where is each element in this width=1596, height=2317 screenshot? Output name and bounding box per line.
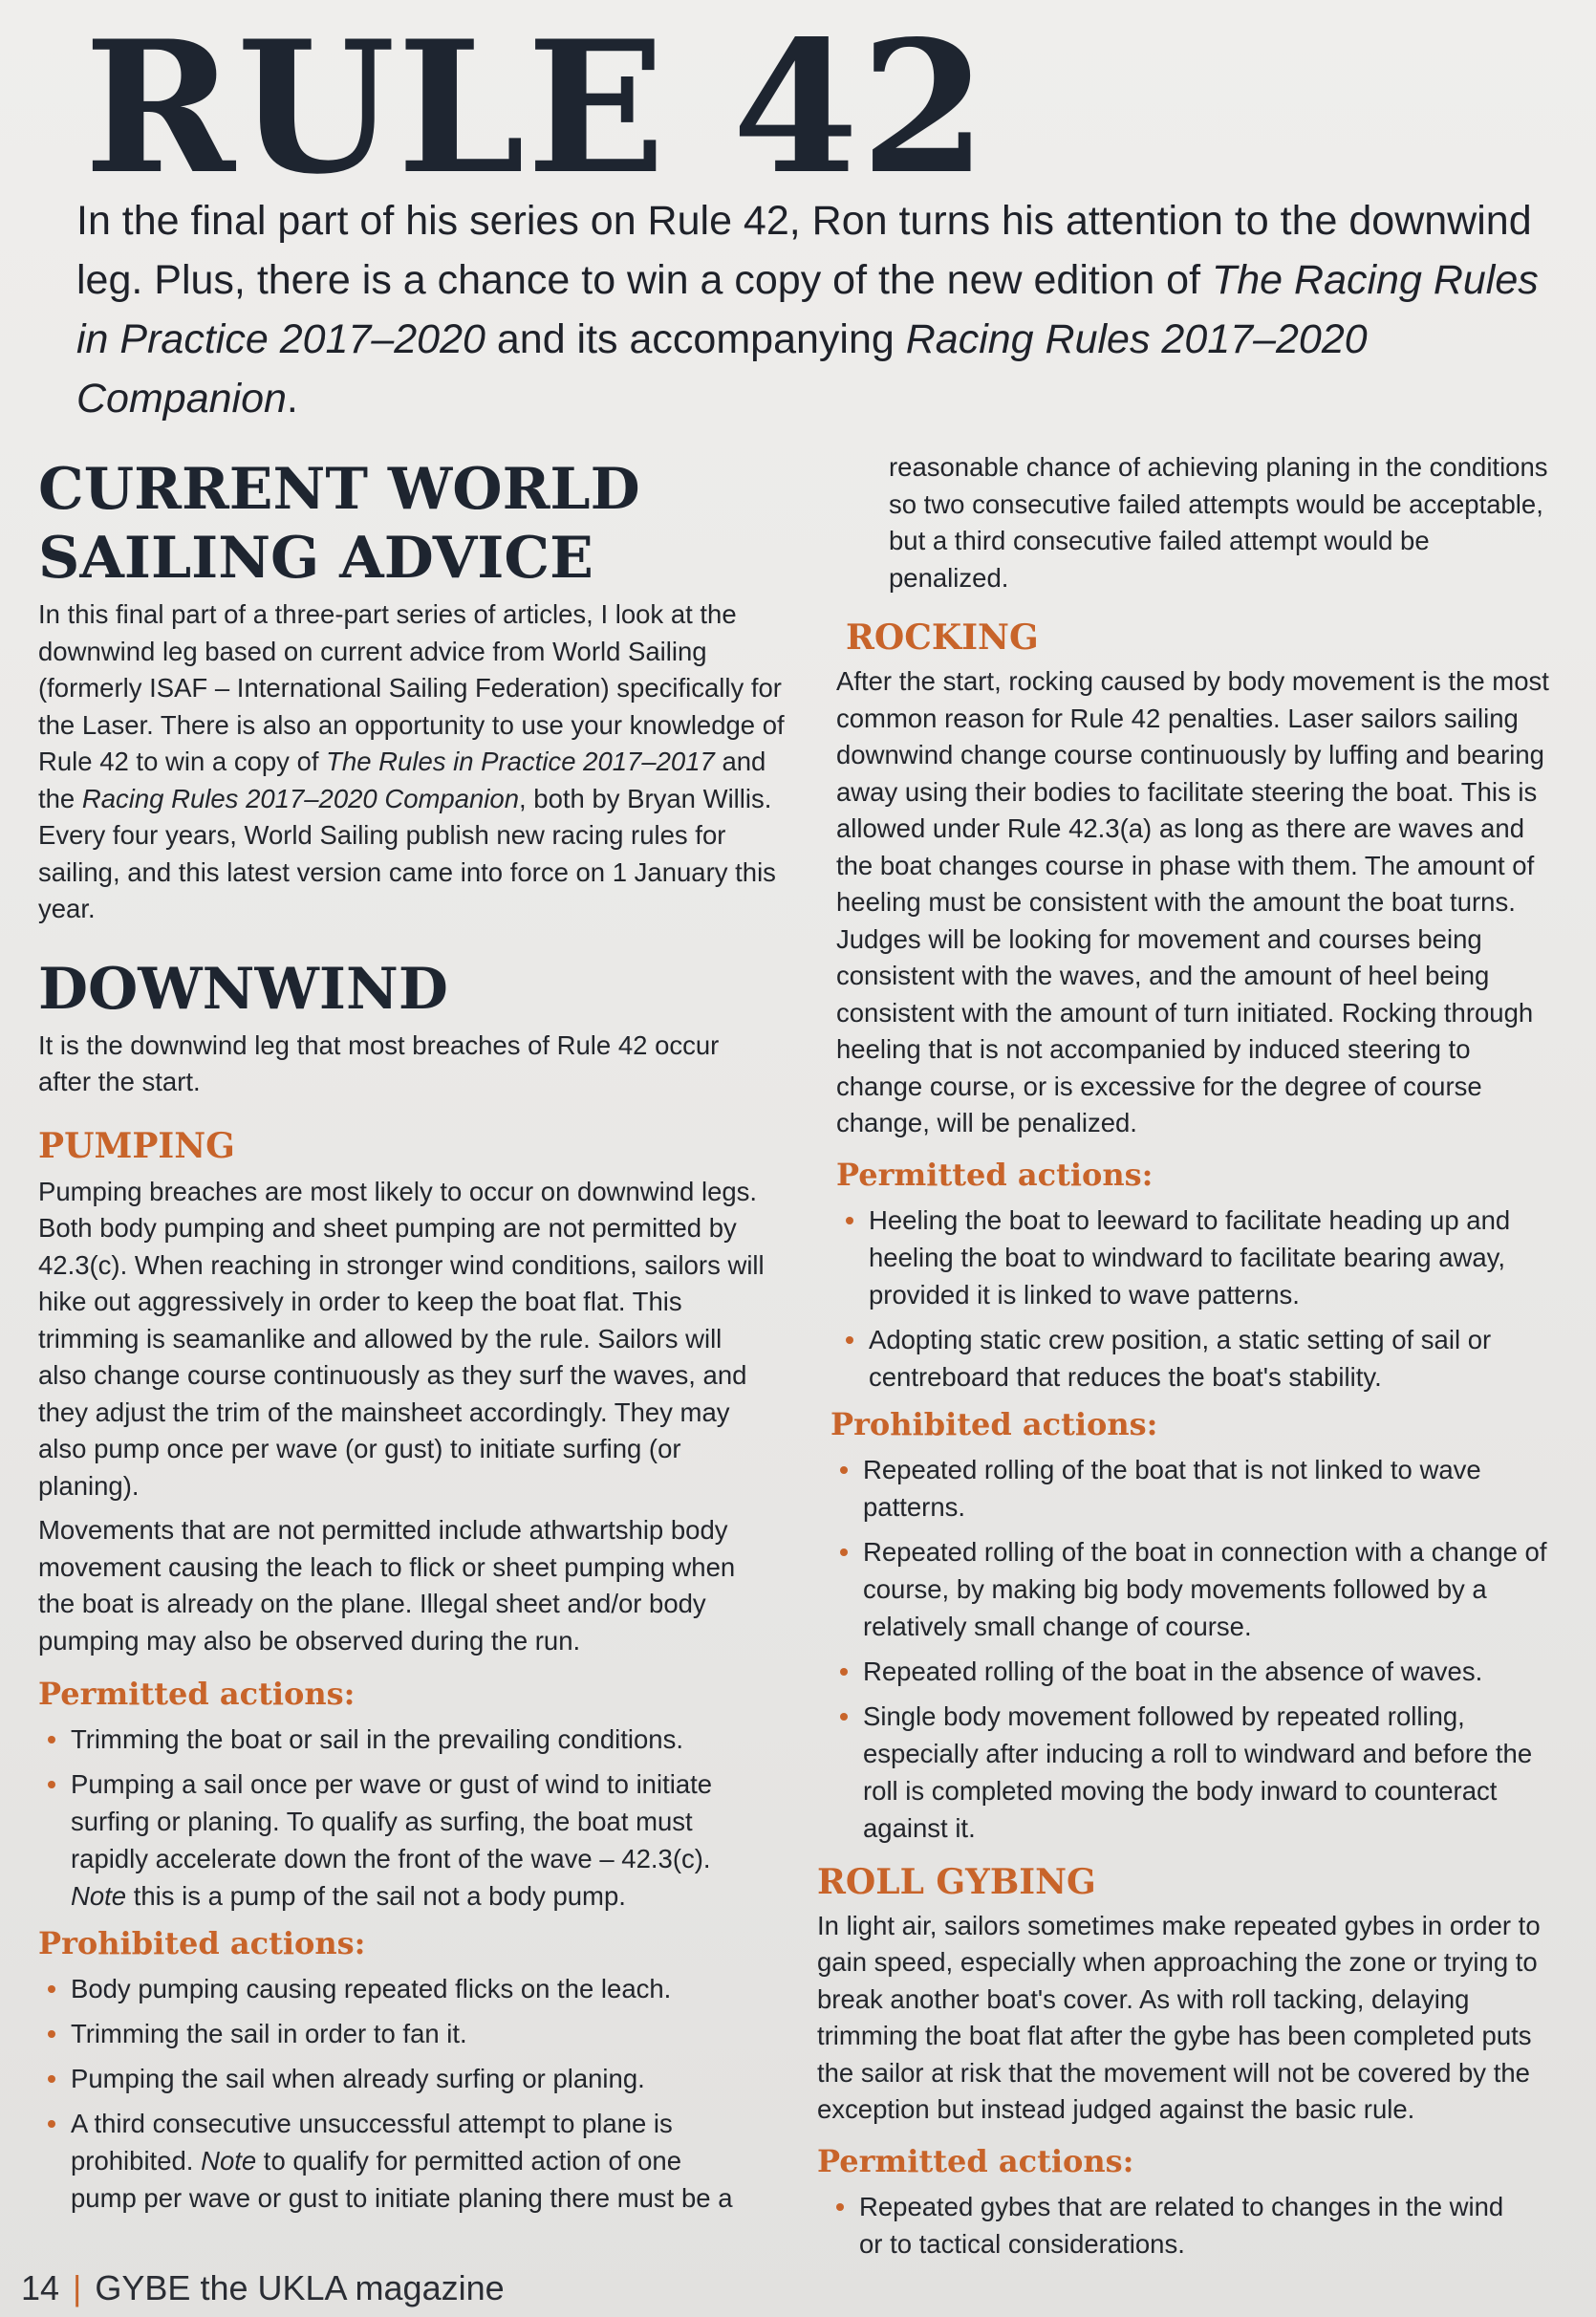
advice-paragraph	[38, 596, 793, 928]
rocking-heading: ROCKING	[846, 617, 1039, 658]
rocking-permitted-heading: Permitted actions:	[836, 1156, 1154, 1193]
continued-paragraph: reasonable chance of achieving planing in the conditions so two consecutive failed attempts would be acceptable, but a third consecutive failed attempt would be penalized.	[889, 452, 1548, 593]
rocking-permitted-list	[836, 1202, 1524, 1396]
list-item	[38, 2105, 745, 2217]
page-number: 14	[21, 2268, 60, 2307]
list-item: Single body movement followed by repeated rolling, especially after inducing a roll to windward and before the roll is completed moving the body inward to counteract against it.	[830, 1698, 1547, 1847]
roll-gybing-permitted-list	[827, 2188, 1534, 2263]
footer-separator: |	[73, 2268, 82, 2307]
list-item: Adopting static crew position, a static setting of sail or centreboard that reduces the boat's stability.	[836, 1321, 1524, 1396]
rocking-paragraph: After the start, rocking caused by body movement is the most common reason for Rule 42 penalties. Laser sailors sailing downwind change course continuously by luffing and bearing away using their bodies to facilitate steering the boat. This is allowed under Rule 42.3(a) as long as there are waves and the boat changes course in phase with them. The amount of heeling must be consistent with the amount the boat turns. Judges will be looking for movement and courses being consistent with the waves, and the amount of heel being consistent with the amount of turn initiated. Rocking through heeling that is not accompanied by induced steering to change course, or is excessive for the degree of course change, will be penalized.	[836, 666, 1549, 1137]
pumping-paragraph-2: Movements that are not permitted include athwartship body movement causing the leach to flick or sheet pumping when the boat is already on the plane. Illegal sheet and/or body pumping may also be observed during the run.	[38, 1515, 736, 1656]
pumping-paragraph-1: Pumping breaches are most likely to occur on downwind legs. Both body pumping and sheet pumping are not permitted by 42.3(c). When reaching in stronger wind conditions, sailors will hike out aggressively in order to keep the boat flat. This trimming is seamanlike and allowed by the rule. Sailors will also change course continuously as they surf the waves, and they adjust the trim of the mainsheet accordingly. They may also pump once per wave (or gust) to initiate surfing (or planing).	[38, 1176, 765, 1501]
rocking-prohibited-heading: Prohibited actions:	[830, 1405, 1158, 1442]
pumping-permitted-list	[38, 1721, 765, 1915]
list-item-note: Note	[71, 1881, 127, 1911]
list-item: Repeated gybes that are related to changes in the wind or to tactical considerations.	[827, 2188, 1534, 2263]
list-item-note: Note	[201, 2146, 257, 2176]
advice-heading: CURRENT WORLD SAILING ADVICE	[38, 456, 640, 592]
list-item: Trimming the boat or sail in the prevailing conditions.	[38, 1721, 765, 1758]
intro-book-title: Racing Rules 2017–2020 Companion	[76, 316, 1368, 422]
downwind-heading: DOWNWIND	[38, 955, 448, 1023]
list-item: Trimming the sail in order to fan it.	[38, 2015, 745, 2052]
list-item-text: A third consecutive unsuccessful attempt to plane is prohibited.	[71, 2109, 673, 2176]
list-item: Body pumping causing repeated flicks on the leach.	[38, 1970, 745, 2007]
pumping-prohibited-heading: Prohibited actions:	[38, 1925, 366, 1961]
pumping-permitted-heading: Permitted actions:	[38, 1676, 356, 1712]
list-item: Repeated rolling of the boat that is not linked to wave patterns.	[830, 1451, 1547, 1526]
page-footer	[21, 2265, 505, 2311]
pumping-prohibited-list	[38, 1970, 745, 2217]
intro-book-title: The Racing Rules in Practice 2017–2020	[76, 257, 1539, 362]
advice-text: In this final part of a three-part series of articles, I look at the downwind leg based on current advice from World Sailing (formerly ISAF – International Sailing Federation) specifically for the Laser. There is also an opportunity to use your knowledge of Rule 42 to win a copy of	[38, 599, 785, 776]
roll-gybing-permitted-heading: Permitted actions:	[817, 2142, 1134, 2179]
list-item: Repeated rolling of the boat in the absence of waves.	[830, 1653, 1547, 1690]
downwind-paragraph: It is the downwind leg that most breaches of Rule 42 occur after the start.	[38, 1029, 720, 1096]
list-item-text: Pumping a sail once per wave or gust of wind to initiate surfing or planing. To qualify as surfing, the boat must rapidly accelerate down the front of the wave – 42.3(c).	[71, 1769, 713, 1873]
roll-gybing-paragraph: In light air, sailors sometimes make repeated gybes in order to gain speed, especially when approaching the zone or trying to break another boat's cover. As with roll tacking, delaying trimming the boat flat after the gybe has been completed puts the sailor at risk that the movement will not be covered by the exception but instead judged against the basic rule.	[817, 1910, 1541, 2124]
right-column	[817, 449, 1553, 2270]
roll-gybing-heading: ROLL GYBING	[817, 1861, 1096, 1902]
advice-book-title: Racing Rules 2017–2020 Companion	[81, 783, 519, 813]
page-title: RULE 42	[84, 1, 989, 214]
pumping-heading: PUMPING	[38, 1125, 235, 1166]
advice-text: and the	[38, 747, 766, 813]
list-item: Pumping the sail when already surfing or planing.	[38, 2060, 745, 2097]
list-item: Heeling the boat to leeward to facilitate heading up and heeling the boat to windward to facilitate bearing away, provided it is linked to wave patterns.	[836, 1202, 1524, 1313]
list-item-text: this is a pump of the sail not a body pump.	[126, 1881, 626, 1911]
advice-text: , both by Bryan Willis. Every four years, World Sailing publish new racing rules for sailing, and this latest version came into force on 1 January this year.	[38, 783, 776, 923]
intro-text: and its accompanying	[485, 316, 906, 362]
intro-paragraph	[76, 191, 1548, 428]
left-column	[38, 455, 803, 2224]
intro-text: .	[286, 376, 298, 422]
list-item-text: to qualify for permitted action of one pump per wave or gust to initiate planing there must be a	[71, 2146, 733, 2213]
list-item	[38, 1765, 765, 1915]
rocking-prohibited-list	[830, 1451, 1547, 1847]
list-item: Repeated rolling of the boat in connection with a change of course, by making big body movements followed by a relatively small change of course.	[830, 1533, 1547, 1645]
intro-text: In the final part of his series on Rule 42, Ron turns his attention to the downwind leg. Plus, there is a chance to win a copy of the new edition of	[76, 198, 1532, 303]
advice-book-title: The Rules in Practice 2017–2017	[326, 747, 715, 776]
magazine-name: GYBE the UKLA magazine	[95, 2268, 505, 2307]
